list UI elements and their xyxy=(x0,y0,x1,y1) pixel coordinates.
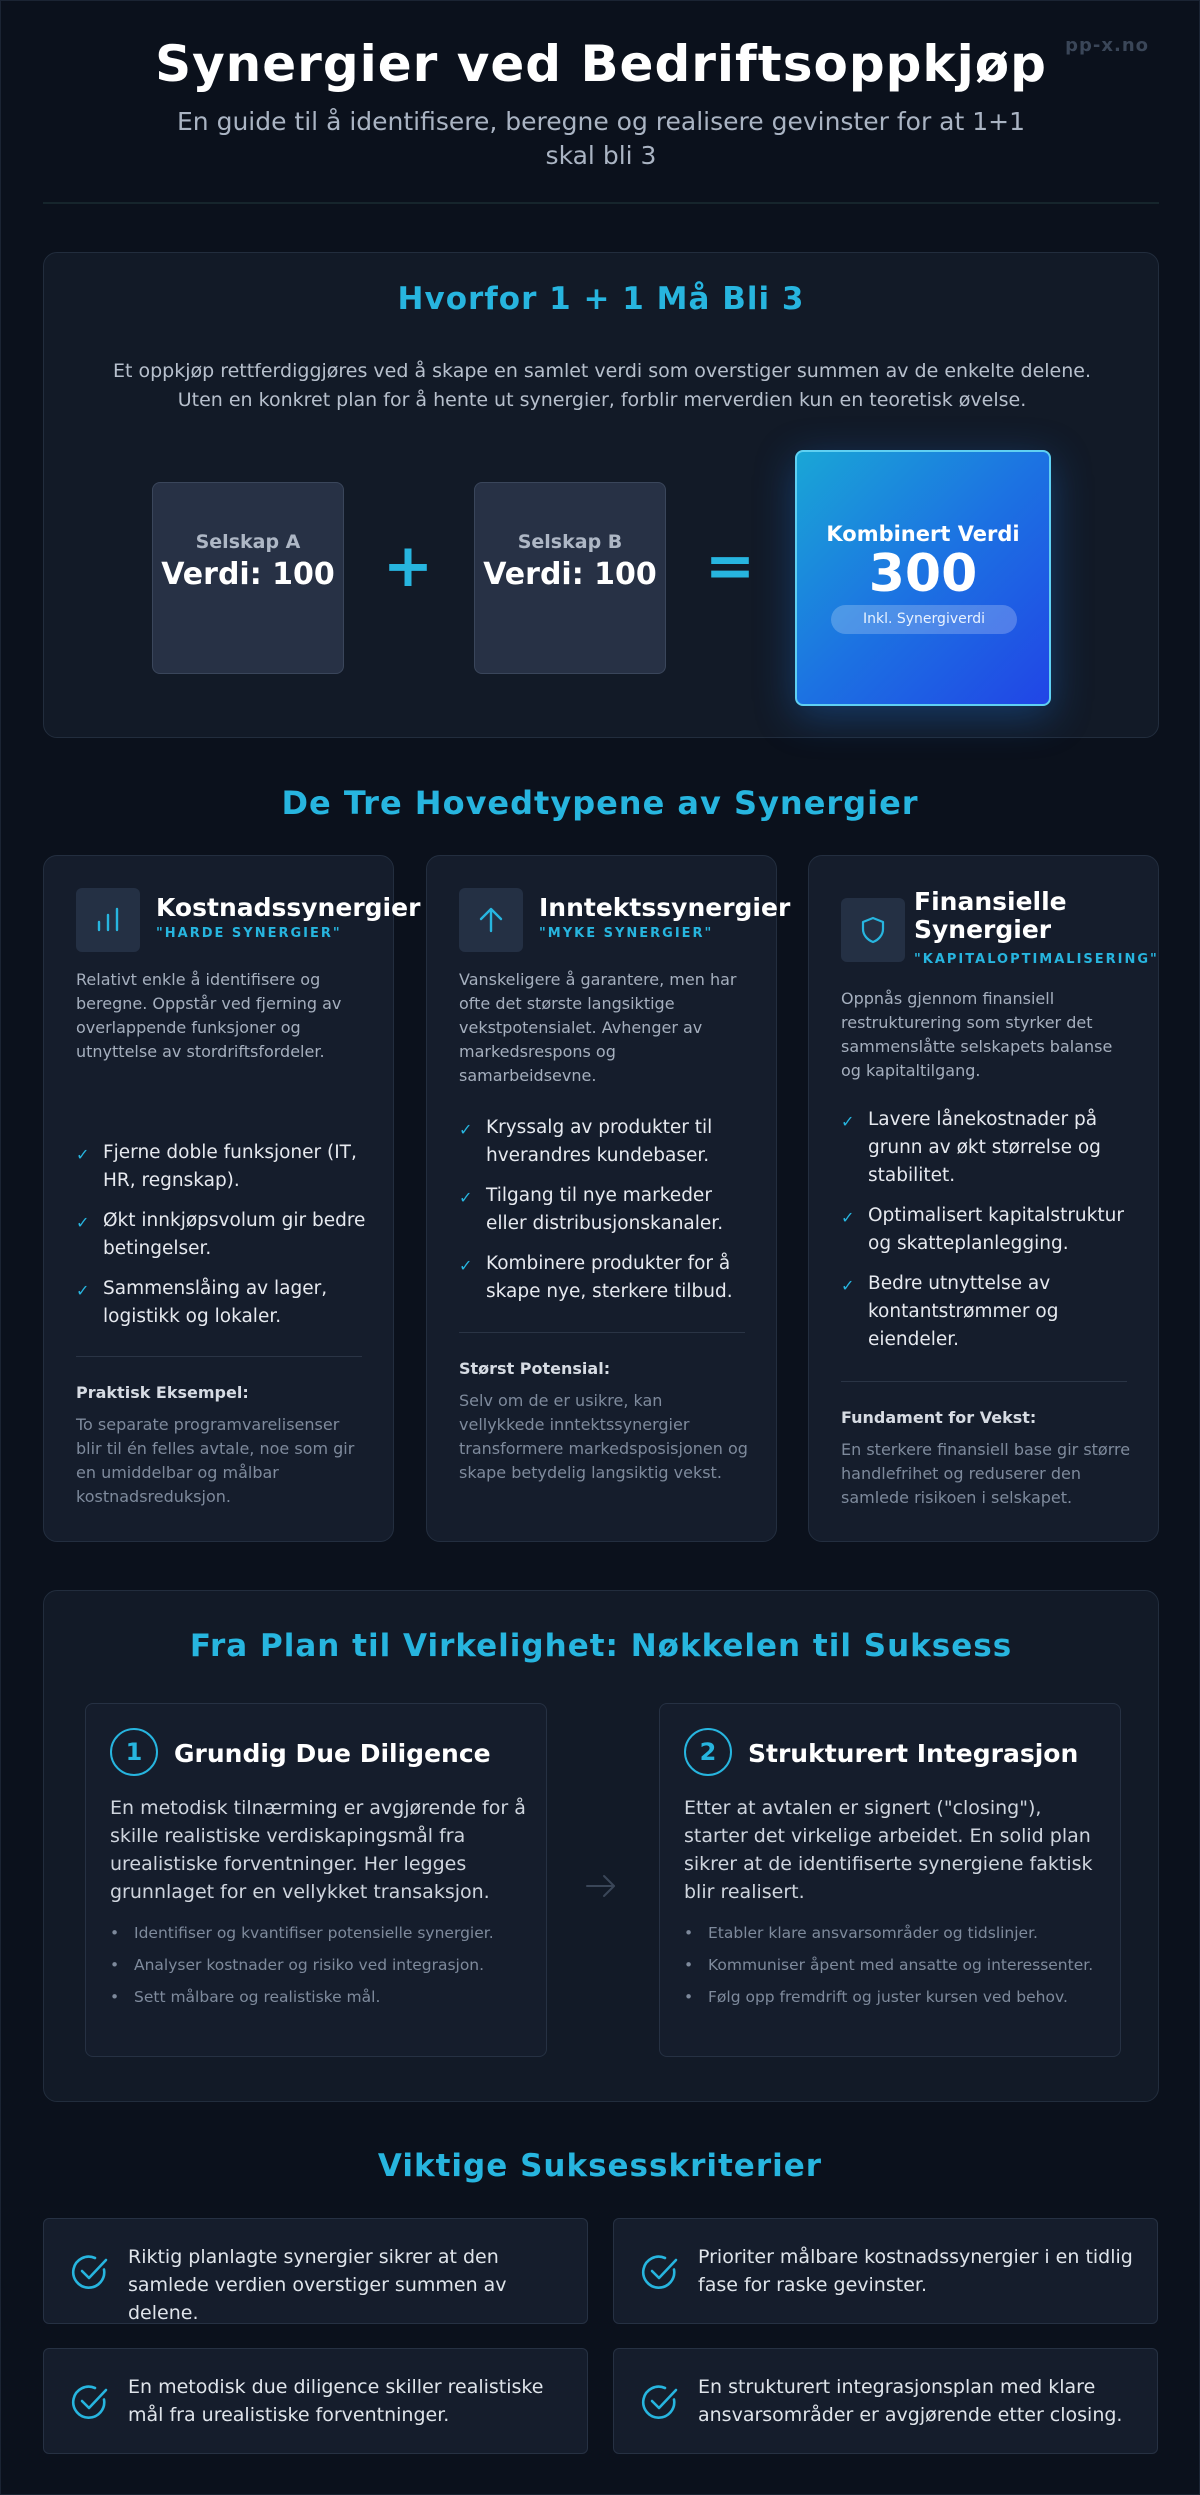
synergy-card-financial xyxy=(808,855,1159,1542)
list-item: • Sett målbare og realistiske mål. xyxy=(110,1986,530,2008)
list-item: ✓ Lavere lånekostnader på grunn av økt størrelse og stabilitet. xyxy=(841,1109,1101,1186)
list-item: ✓ Fjerne doble funksjoner (IT, HR, regnskap). xyxy=(76,1142,357,1191)
arrow-right-icon xyxy=(584,1869,618,1907)
step-number: 1 xyxy=(110,1728,158,1776)
list-item: ✓ Kombinere produkter for å skape nye, sterkere tilbud. xyxy=(459,1253,733,1302)
card-description: Oppnås gjennom finansiell restrukturering som styrker det sammenslåtte selskapets balanse og kapitaltilgang. xyxy=(841,989,1113,1080)
check-icon: ✓ xyxy=(459,1120,473,1139)
example-heading: Størst Potensial: xyxy=(459,1359,611,1378)
synergy-card-revenue xyxy=(426,855,791,1542)
list-item: ✓ Kryssalg av produkter til hverandres kundebaser. xyxy=(459,1117,713,1166)
list-item: ✓ Bedre utnyttelse av kontantstrømmer og eiendeler. xyxy=(841,1273,1059,1350)
step-description: En metodisk tilnærming er avgjørende for å skille realistiske verdiskapingsmål fra urealistiske forventninger. Her legges grunnlaget for en vellykket transaksjon. xyxy=(110,1797,526,1903)
card-divider xyxy=(76,1356,362,1357)
check-icon: ✓ xyxy=(459,1188,473,1207)
bar-chart-icon xyxy=(76,888,140,952)
page-title: Synergier ved Bedriftsoppkjøp xyxy=(155,35,1047,93)
step-list xyxy=(110,1922,530,2018)
arrow-up-icon xyxy=(459,888,523,952)
check-icon: ✓ xyxy=(76,1213,90,1232)
shield-icon xyxy=(841,898,905,962)
check-circle-icon xyxy=(70,2382,110,2422)
criteria-text: En metodisk due diligence skiller realistiske mål fra urealistiske forventninger. xyxy=(128,2376,544,2426)
why-text: Et oppkjøp rettferdiggjøres ved å skape en samlet verdi som overstiger summen av de enkelte delene. Uten en konkret plan for å hente ut synergier, forblir merverdien kun en teoretisk øvelse. xyxy=(112,360,1092,411)
check-icon: ✓ xyxy=(76,1281,90,1300)
criteria-text: Riktig planlagte synergier sikrer at den samlede verdien overstiger summen av delene. xyxy=(128,2246,507,2324)
card-title: Finansielle Synergier xyxy=(914,887,1067,944)
list-item: • Følg opp fremdrift og juster kursen ved behov. xyxy=(684,1986,1104,2008)
company-b-label: Selskap B xyxy=(517,531,623,553)
combined-value-box xyxy=(795,450,1051,706)
list-item: • Identifiser og kvantifiser potensielle synergier. xyxy=(110,1922,530,1944)
step-description: Etter at avtalen er signert ("closing"), starter det virkelige arbeidet. En solid plan sikrer at de identifiserte synergiene faktisk blir realisert. xyxy=(684,1797,1093,1903)
combined-value: 300 xyxy=(868,544,978,604)
check-circle-icon xyxy=(70,2252,110,2292)
example-heading: Praktisk Eksempel: xyxy=(76,1383,249,1402)
criteria-item xyxy=(43,2348,588,2454)
check-circle-icon xyxy=(640,2382,680,2422)
card-subtitle: "MYKE SYNERGIER" xyxy=(539,926,714,941)
check-icon: ✓ xyxy=(841,1112,855,1131)
list-item: • Kommuniser åpent med ansatte og interessenter. xyxy=(684,1954,1104,1976)
company-b-value: Verdi: 100 xyxy=(483,557,657,592)
card-list xyxy=(459,1114,749,1318)
criteria-text: En strukturert integrasjonsplan med klare ansvarsområder er avgjørende etter closing. xyxy=(698,2376,1123,2426)
plan-panel xyxy=(43,1590,1159,2102)
check-icon: ✓ xyxy=(459,1256,473,1275)
company-a-label: Selskap A xyxy=(195,531,301,553)
plan-heading: Fra Plan til Virkelighet: Nøkkelen til Suksess xyxy=(189,1628,1013,1664)
brand-watermark: pp-x.no xyxy=(1065,35,1149,56)
types-heading: De Tre Hovedtypene av Synergier xyxy=(281,784,919,822)
step-list xyxy=(684,1922,1104,2018)
card-list xyxy=(76,1139,366,1343)
synergy-pill: Inkl. Synergiverdi xyxy=(831,605,1017,634)
card-divider xyxy=(459,1332,745,1333)
criteria-text: Prioriter målbare kostnadssynergier i en tidlig fase for raske gevinster. xyxy=(698,2246,1133,2296)
card-description: Vanskeligere å garantere, men har ofte det største langsiktige vekstpotensialet. Avhenger av markedsrespons og samarbeidsevne. xyxy=(459,970,737,1085)
example-heading: Fundament for Vekst: xyxy=(841,1408,1037,1427)
company-a-box xyxy=(152,482,344,674)
company-b-box xyxy=(474,482,666,674)
card-title: Kostnadssynergier xyxy=(156,893,421,922)
card-subtitle: "KAPITALOPTIMALISERING" xyxy=(914,952,1159,967)
check-circle-icon xyxy=(640,2252,680,2292)
list-item: ✓ Optimalisert kapitalstruktur og skatteplanlegging. xyxy=(841,1205,1124,1254)
equals-sign: = xyxy=(704,531,756,601)
list-item: ✓ Sammenslåing av lager, logistikk og lokaler. xyxy=(76,1278,328,1327)
criteria-item xyxy=(613,2218,1158,2324)
check-icon: ✓ xyxy=(76,1145,90,1164)
combined-label: Kombinert Verdi xyxy=(826,522,1020,546)
criteria-item xyxy=(43,2218,588,2324)
list-item: • Analyser kostnader og risiko ved integrasjon. xyxy=(110,1954,530,1976)
card-title: Inntektssynergier xyxy=(539,893,791,922)
list-item: • Etabler klare ansvarsområder og tidslinjer. xyxy=(684,1922,1104,1944)
check-icon: ✓ xyxy=(841,1276,855,1295)
synergy-card-cost xyxy=(43,855,421,1542)
header-divider xyxy=(43,202,1159,204)
page-subtitle: En guide til å identifisere, beregne og realisere gevinster for at 1+1 skal bli 3 xyxy=(176,107,1025,170)
card-subtitle: "HARDE SYNERGIER" xyxy=(156,926,342,941)
step-card xyxy=(659,1703,1121,2057)
card-divider xyxy=(841,1381,1127,1382)
criteria-heading: Viktige Suksesskriterier xyxy=(377,2148,823,2184)
example-text: En sterkere finansiell base gir større handlefrihet og reduserer den samlede risikoen i selskapet. xyxy=(841,1440,1131,1507)
step-number: 2 xyxy=(684,1728,732,1776)
example-text: To separate programvarelisenser blir til én felles avtale, noe som gir en umiddelbar og målbar kostnadsreduksjon. xyxy=(76,1415,355,1506)
step-title: Strukturert Integrasjon xyxy=(748,1739,1079,1768)
why-heading: Hvorfor 1 + 1 Må Bli 3 xyxy=(397,281,805,317)
criteria-item xyxy=(613,2348,1158,2454)
plus-sign: + xyxy=(382,531,434,601)
step-card xyxy=(85,1703,547,2057)
list-item: ✓ Økt innkjøpsvolum gir bedre betingelser. xyxy=(76,1210,366,1259)
example-text: Selv om de er usikre, kan vellykkede inntektssynergier transformere markedsposisjonen og skape betydelig langsiktig vekst. xyxy=(459,1391,748,1482)
list-item: ✓ Tilgang til nye markeder eller distribusjonskanaler. xyxy=(459,1185,724,1234)
check-icon: ✓ xyxy=(841,1208,855,1227)
step-title: Grundig Due Diligence xyxy=(174,1739,491,1768)
company-a-value: Verdi: 100 xyxy=(161,557,335,592)
card-list xyxy=(841,1106,1131,1366)
card-description: Relativt enkle å identifisere og beregne. Oppstår ved fjerning av overlappende funksjoner og utnyttelse av stordriftsfordeler. xyxy=(76,970,342,1061)
why-panel xyxy=(43,252,1159,738)
